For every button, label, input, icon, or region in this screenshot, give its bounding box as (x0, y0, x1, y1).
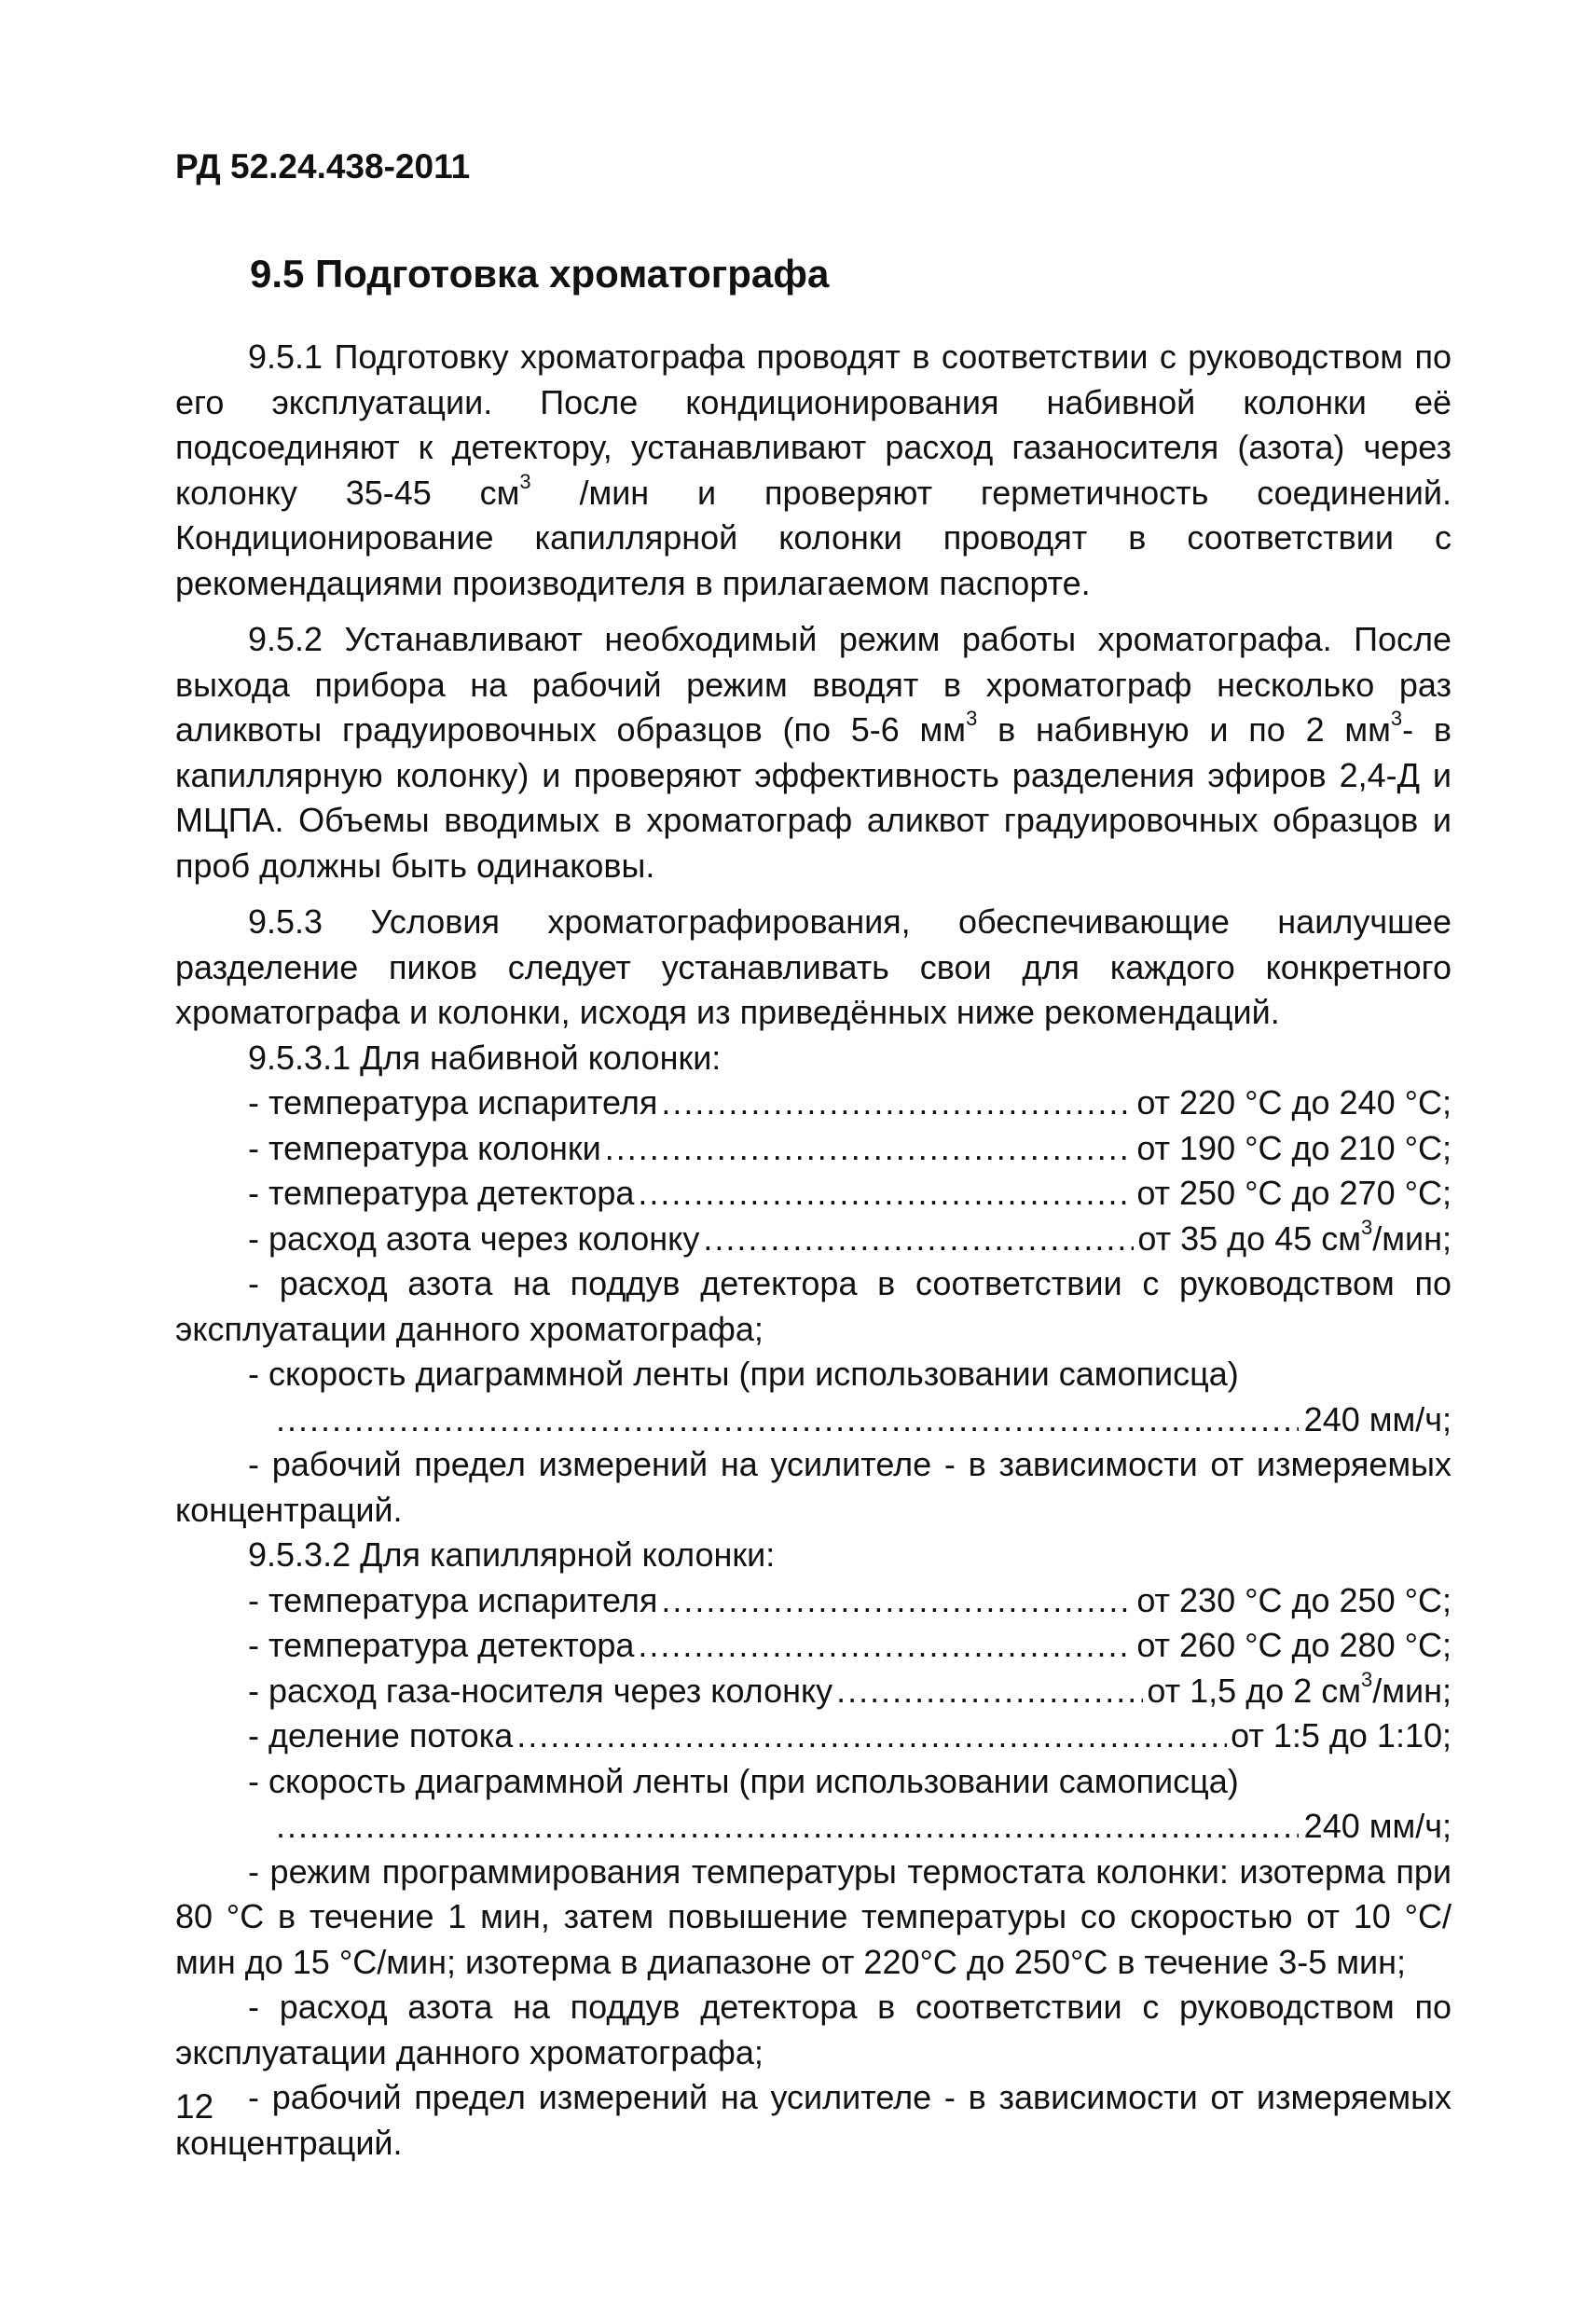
paragraph-9-5-1 (175, 335, 1452, 606)
paragraph-9-5-3: 9.5.3 Условия хроматографирования, обеспечивающие наилучшее разделение пиков следует устанавливать свои для каждого конкретного хроматографа и колонки, исходя из приведённых ниже рекомендаций. (175, 902, 1452, 1031)
item-label: - деление потока (248, 1716, 514, 1755)
item-value: от 260 °С до 280 °С; (1136, 1626, 1452, 1664)
packed-detector-temp (248, 1171, 1452, 1217)
capillary-detector-temp (248, 1623, 1452, 1669)
dot-leader (276, 1397, 1299, 1443)
superscript: 3 (1361, 1215, 1373, 1239)
value-text: от 35 до 45 см (1137, 1218, 1361, 1258)
superscript: 3 (966, 707, 978, 730)
dot-leader (605, 1126, 1134, 1172)
packed-measurement-range: - рабочий предел измерений на усилителе - в зависимости от измеряемых концентраций. (175, 1445, 1452, 1529)
item-value (1137, 1217, 1452, 1262)
dot-leader (276, 1804, 1299, 1850)
value-text: от 1,5 до 2 см (1147, 1671, 1361, 1710)
item-value: от 190 °С до 210 °С; (1136, 1128, 1452, 1167)
item-value (1147, 1669, 1452, 1714)
item-value: от 250 °С до 270 °С; (1136, 1174, 1452, 1212)
item-label: - температура испарителя (248, 1083, 658, 1122)
paragraph-text: - в капиллярную колонку) и проверяют эффективность разделения эфиров 2,4-Д и МЦПА. Объемы вводимых в хроматограф аликвот градуировочных образцов и проб должны быть одинаковы. (175, 710, 1452, 885)
item-label: - расход газа-носителя через колонку (248, 1671, 833, 1710)
item-label: - температура колонки (248, 1128, 601, 1167)
packed-tape-speed (276, 1397, 1452, 1443)
value-text: /мин; (1372, 1218, 1452, 1258)
dot-leader (516, 1713, 1227, 1759)
item-label: - температура детектора (248, 1174, 635, 1212)
item-value: 240 мм/ч; (1303, 1807, 1452, 1845)
item-label: - расход азота через колонку (248, 1218, 700, 1258)
document-code: РД 52.24.438-2011 (175, 147, 471, 186)
packed-column-heading: 9.5.3.1 Для набивной колонки: (248, 1038, 722, 1077)
value-text: /мин; (1372, 1671, 1452, 1710)
paragraph-text: 9.5.1 Подготовку хроматографа проводят в соответствии с руководством по его эксплуатации. После кондиционирования набивной колонки её подсоединяют к детектору, устанавливают расход газаносителя (азота) через колонку 35-45 см (175, 337, 1452, 512)
item-label: - температура испарителя (248, 1580, 658, 1619)
paragraph-text: 9.5.2 Устанавливают необходимый режим работы хроматографа. После выхода прибора на рабочий режим вводят в хроматограф несколько раз аликвоты градуировочных образцов (по 5-6 мм (175, 620, 1452, 749)
packed-detector-purge: - расход азота на поддув детектора в соответствии с руководством по эксплуатации данного хроматографа; (175, 1264, 1452, 1348)
packed-tape-speed-label: - скорость диаграммной ленты (при использовании самописца) (248, 1355, 1239, 1393)
superscript: 3 (1361, 1667, 1373, 1691)
superscript: 3 (519, 469, 531, 493)
item-value: от 230 °С до 250 °С; (1136, 1580, 1452, 1619)
dot-leader (661, 1578, 1133, 1624)
capillary-column-heading: 9.5.3.2 Для капиллярной колонки: (248, 1535, 776, 1574)
dot-leader (638, 1623, 1133, 1669)
page-number: 12 (175, 2087, 214, 2126)
paragraph-text: в набивную и по 2 мм (977, 710, 1391, 749)
packed-column-temp (248, 1126, 1452, 1172)
section-title: 9.5 Подготовка хроматографа (250, 252, 830, 296)
item-label: - температура детектора (248, 1626, 635, 1664)
capillary-flow-split (248, 1713, 1452, 1759)
dot-leader (638, 1171, 1133, 1217)
dot-leader (703, 1217, 1134, 1262)
dot-leader (836, 1669, 1143, 1714)
dot-leader (661, 1080, 1133, 1126)
capillary-evaporator-temp (248, 1578, 1452, 1624)
item-value: 240 мм/ч; (1303, 1399, 1452, 1438)
packed-nitrogen-flow (248, 1217, 1452, 1262)
capillary-tape-speed (276, 1804, 1452, 1850)
capillary-temperature-program: - режим программирования температуры термостата колонки: изотерма при 80 °С в течение 1 мин, затем повышение температуры со скоростью от 10 °С/мин до 15 °С/мин; изотерма в диапазоне от 220°С до 250°С в течение 3-5 мин; (175, 1851, 1452, 1981)
item-value: от 220 °С до 240 °С; (1136, 1083, 1452, 1122)
packed-evaporator-temp (248, 1080, 1452, 1126)
paragraph-text: /мин и проверяют герметичность соединений. Кондиционирование капиллярной колонки проводят в соответствии с рекомендациями производителя в прилагаемом паспорте. (175, 473, 1452, 602)
section-body (175, 335, 1452, 2166)
paragraph-9-5-2 (175, 617, 1452, 888)
superscript: 3 (1390, 707, 1403, 730)
capillary-carrier-flow (248, 1669, 1452, 1714)
capillary-detector-purge: - расход азота на поддув детектора в соответствии с руководством по эксплуатации данного хроматографа; (175, 1988, 1452, 2071)
capillary-measurement-range: - рабочий предел измерений на усилителе - в зависимости от измеряемых концентраций. (175, 2078, 1452, 2162)
capillary-tape-speed-label: - скорость диаграммной ленты (при использовании самописца) (248, 1761, 1239, 1800)
item-value: от 1:5 до 1:10; (1231, 1716, 1452, 1755)
